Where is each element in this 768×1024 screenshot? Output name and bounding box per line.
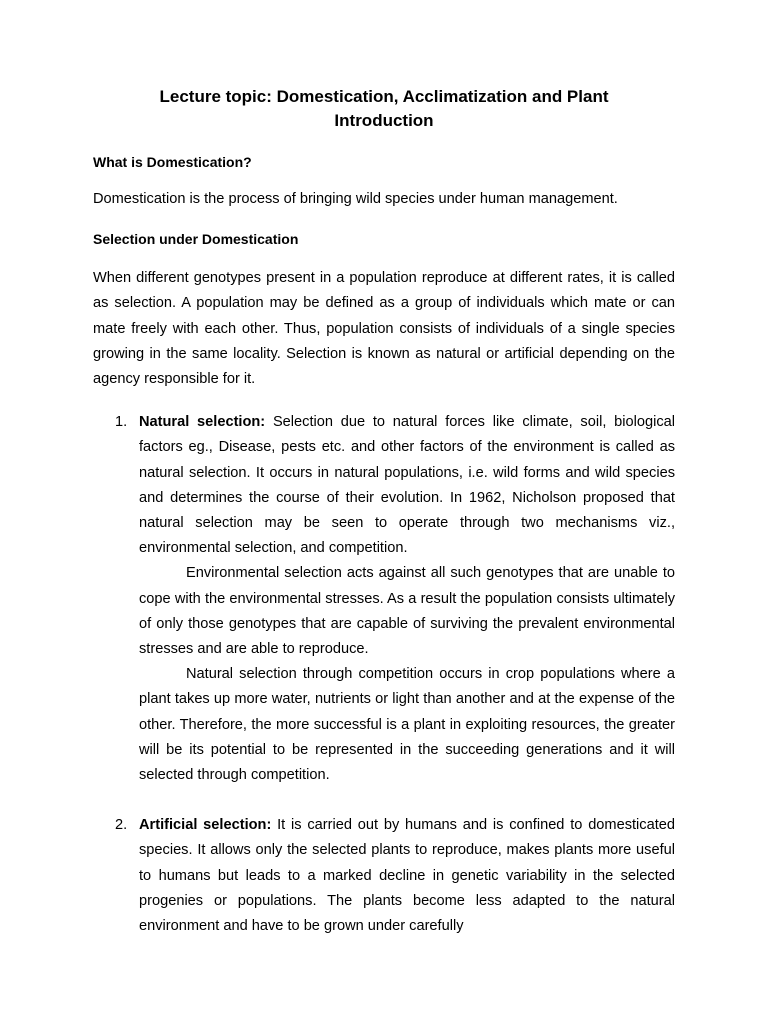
heading-selection-under-domestication: Selection under Domestication [93, 231, 299, 248]
domestication-definition: Domestication is the process of bringing wild species under human management. [93, 191, 618, 207]
natural-selection-term: Natural selection: [139, 414, 266, 431]
list-item-natural-selection [115, 410, 675, 788]
list-number: 2. [115, 817, 128, 834]
artificial-selection-paragraph [139, 813, 675, 939]
document-page [93, 85, 675, 939]
competition-selection-paragraph: Natural selection through competition occurs in crop populations where a plant takes up more water, nutrients or light than another and at the expense of the other. Therefore, the more successful is a plant in exploiting resources, the greater will be its potential to be represented in the succeeding generations and it will selected through competition. [139, 666, 675, 784]
title-line-2: Introduction [334, 111, 434, 130]
selection-types-list [93, 410, 675, 939]
artificial-selection-text: It is carried out by humans and is confined to domesticated species. It allows only the selected plants to reproduce, makes plants more useful to humans but leads to a marked decline in genetic variability in the selected progenies or populations. The plants become less adapted to the natural environment and have to be grown under carefully [139, 817, 675, 935]
lecture-title [93, 85, 675, 133]
heading-what-is-domestication: What is Domestication? [93, 154, 252, 170]
selection-paragraph: When different genotypes present in a population reproduce at different rates, it is called as selection. A population may be defined as a group of individuals which mate or can mate freely with each other. Thus, population consists of individuals of a single species growing in the same locality. Selection is known as natural or artificial depending on the agency responsible for it. [93, 270, 675, 388]
list-item-artificial-selection [115, 813, 675, 939]
environmental-selection-paragraph: Environmental selection acts against all such genotypes that are unable to cope with the environmental stresses. As a result the population consists ultimately of only those genotypes that are capable of surviving the prevalent environmental stresses and are able to reproduce. [139, 565, 675, 658]
natural-selection-text: Selection due to natural forces like climate, soil, biological factors eg., Disease, pests etc. and other factors of the environment is called as natural selection. It occurs in natural populations, i.e. wild forms and wild species and determines the course of their evolution. In 1962, Nicholson proposed that natural selection may be seen to operate through two mechanisms viz., environmental selection, and competition. [139, 414, 675, 557]
list-number: 1. [115, 414, 128, 431]
title-line-1: Lecture topic: Domestication, Acclimatization and Plant [159, 87, 609, 106]
artificial-selection-term: Artificial selection: [139, 817, 272, 834]
natural-selection-paragraph [139, 410, 675, 561]
